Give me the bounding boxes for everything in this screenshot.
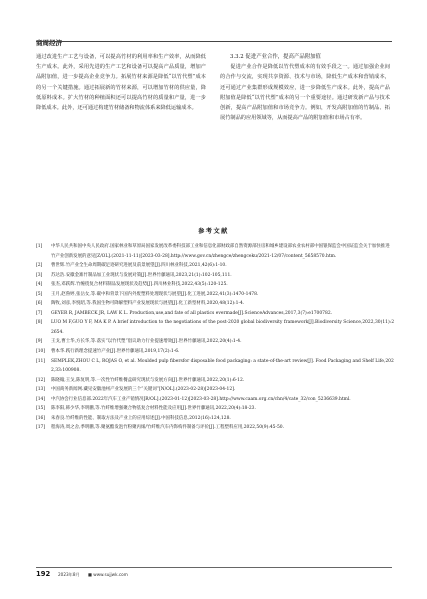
reference-item <box>36 385 394 395</box>
reference-number: [9] <box>36 339 43 345</box>
reference-text: 程海涛,周之舍,季明鹏,等.聚氨酯发泡竹粉聚丙烯/竹纤维汽车内饰构件制备与评价[J].工程塑料应用,2022,50(9):45-50. <box>51 425 285 431</box>
page-number: 192 <box>36 570 51 578</box>
reference-text: 曹本华.践行新理念提速竹产业[J].世界竹藤通讯,2019,17(2):1-6. <box>51 349 180 355</box>
reference-text: 王戈,曹士华,方长华,等.落实“以竹代塑”倡议助力行业提速增效[J].世界竹藤通讯,2022,20(4):1-4. <box>51 339 242 345</box>
reference-number: [10] <box>36 349 46 355</box>
reference-number: [1] <box>36 244 43 249</box>
reference-item <box>36 395 394 405</box>
page-footer <box>36 567 392 581</box>
references-title: 参考文献 <box>198 228 229 235</box>
section-heading: 3.3.2 促进产业合作，提高产品附加值 <box>230 54 321 60</box>
reference-number: [6] <box>36 301 43 307</box>
reference-number: [8] <box>36 320 43 326</box>
reference-item <box>36 271 394 281</box>
reference-item <box>36 318 394 337</box>
header-rule <box>36 41 392 42</box>
reference-text: 苏达浩.安徽金寨竹制品加工业现状与发展对策[J].世界竹藤通讯,2023,21(1):102-105,111. <box>51 272 232 278</box>
reference-number: [13] <box>36 387 46 393</box>
reference-item <box>36 376 394 386</box>
running-header <box>36 30 392 47</box>
reference-text: 中汽协会行业信息部.2022年汽车工业产销情况[R/OL].(2023-01-12)[2023-03-28].http://www.caam.org.cn/chn/4/cate_32/con_5236639.html. <box>51 396 351 402</box>
reference-number: [7] <box>36 310 43 316</box>
reference-item <box>36 404 394 414</box>
reference-text: 中国商务新闻网.藏见安徽池州产业发展的三个“关键词”[N/OL].(2023-02-28)[2023-04-12]. <box>51 387 236 393</box>
reference-item <box>36 290 394 300</box>
references-list <box>36 242 394 433</box>
reference-text: LUO M F,GUO Y F, MA K P. A brief introduction to the negotiations of the post-2020 global biodiversity framework[J].Biodiversity Science,2022,30(11):22654. <box>51 320 395 335</box>
reference-text: 朱春良.竹纤维的性能、制取方法及产业上的应用综述[J].中国科技信息,2012(16):124,128. <box>51 415 231 421</box>
reference-text: 中华人民共和国中央人民政府.国家林业和草原局国家发展改革委科技部工业和信息化部财政部自然资源部住房和城乡建设部农业农村部中国银保监会中国证监会关于加快推进竹产业创新发展的意见[Z/OL].(2021-11-11)[2023-03-28].http://www.gov.cn/zhengce/zhengceku/2021-12/07/content_5658570.htm. <box>51 244 390 259</box>
reference-item <box>36 280 394 290</box>
left-column <box>36 52 206 113</box>
reference-item <box>36 309 394 319</box>
journal-website: ■ www.sujjwk.com <box>88 572 128 577</box>
reference-text: GEYER R, JAMBECK JR, LAW K L. Production,use,and fate of all plastics evermade[J].ScienceAdvances,2017,3(7):e1700782. <box>51 310 333 316</box>
footer-rule <box>36 567 392 568</box>
reference-item <box>36 357 394 376</box>
reference-number: [11] <box>36 358 46 364</box>
right-column <box>220 52 390 123</box>
reference-text: 陈李阳,韩少华,李明鹏,等.竹纤维增强聚合物基复合材料性能及应用[J].世界竹藤通讯,2022,20(4):18-23. <box>51 406 256 412</box>
reference-number: [4] <box>36 282 43 288</box>
reference-number: [3] <box>36 272 43 278</box>
reference-item <box>36 347 394 357</box>
journal-tag: 商周经济 <box>36 39 62 47</box>
reference-number: [15] <box>36 406 46 412</box>
reference-text: 陈晓翰,王戈,陈复明,等.一次性竹纤维餐盒研究现状与发展方向[J].世界竹藤通讯,2022,20(1):6-12. <box>51 377 245 383</box>
reference-item <box>36 242 394 261</box>
reference-number: [17] <box>36 425 46 431</box>
reference-text: 曹世辉.竹产业全生命周期碳足迹研究进展及前景展望[J].四川林业科技,2021,42(6):1-10. <box>51 263 227 269</box>
reference-item <box>36 299 394 309</box>
right-paragraph: 促进产业合作是降低以竹代塑成本的有效手段之一。通过加强企业间的合作与交流，实现共享资源、技术与市场，降低生产成本和营销成本，还可通过产业集群形成规模效应，进一步降低生产成本。此外，提高产品附加值是降低“以竹代塑”成本的另一个重要途径。通过研发新产品与技术创新，提高产品附加值和市场竞争力。例如，开发高附加值的竹制品、拓展竹制品的应用领域等，从而提高产品的附加值和市场占有率。 <box>220 64 390 122</box>
reference-number: [14] <box>36 396 46 402</box>
reference-item <box>36 337 394 347</box>
left-paragraph: 通过改进生产工艺与设备，可以提高竹材的利用率和生产效率，从而降低生产成本。此外，采用先进的生产工艺和设备可以提高产品质量，增加产品附加值，进一步提高企业竞争力。拓展竹材来源是降低“以竹代塑”成本的另一个关键措施。通过拓展新的竹材来源，可以增加竹材的供应量，降低原料成本。扩大竹材的种植面积还可以提高竹材的质量和产量，进一步降低成本。此外，还可通过构建竹材储备和物流体系来降低运输成本。 <box>36 54 206 112</box>
reference-item <box>36 414 394 424</box>
reference-number: [12] <box>36 377 46 383</box>
reference-number: [2] <box>36 263 43 269</box>
reference-text: 陶牧,刘彦,李悦昭,等.我国生物可降解塑料产业发展现状与展望[J].化工新型材料,2020,48(12):1-4. <box>51 301 245 307</box>
reference-number: [5] <box>36 291 43 297</box>
reference-text: SEMPLEK,ZHOU C L, ROJAS O, et al. Moulded pulp fibersfor disposable food packaging: a state-of-the-art review[J]. Food Packaging and Shelf Life,2022,33:100908. <box>51 358 394 374</box>
reference-text: 王月,赵鲁婷,张岳女,等.碳中和背景下国内外废塑料处理现状与展望[J].化工进展,2022,41(3):1470-1478. <box>51 291 259 297</box>
reference-number: [16] <box>36 415 46 421</box>
reference-text: 张杰,邓跃辉.竹缠绕复合材料制品发展现状及趋势[J].四川林业科技,2022,43(5):120-125. <box>51 282 228 288</box>
reference-item <box>36 261 394 271</box>
reference-item <box>36 423 394 433</box>
issue-date: 2023年8月 <box>58 572 80 577</box>
